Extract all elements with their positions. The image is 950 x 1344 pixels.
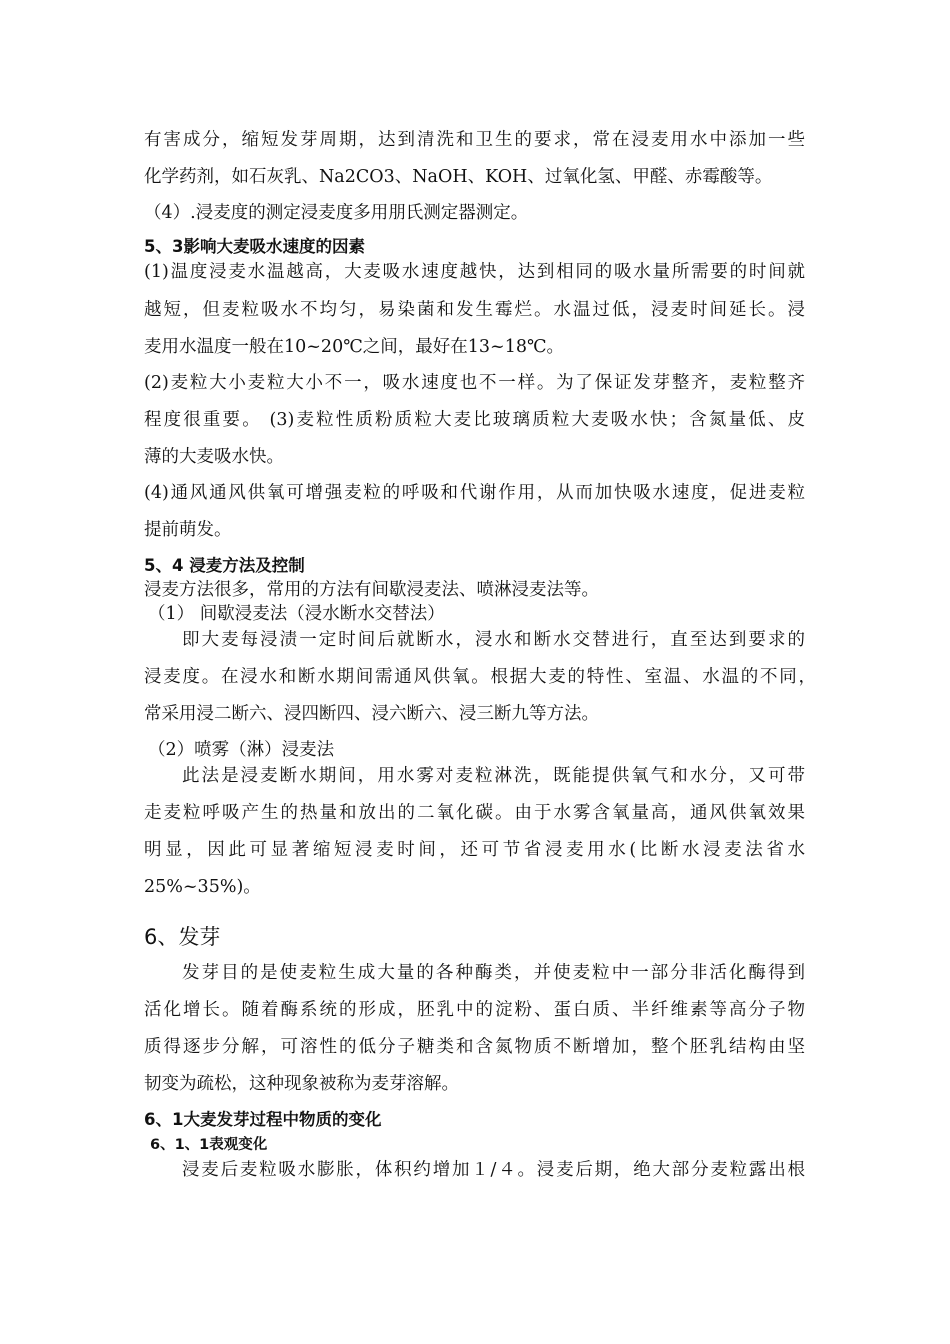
body-text-line: 浸麦方法很多，常用的方法有间歇浸麦法、喷淋浸麦法等。	[144, 580, 599, 600]
subheading-line: （1） 间歇浸麦法（浸水断水交替法）	[148, 604, 445, 624]
body-text-line: (2)麦粒大小麦粒大小不一，吸水速度也不一样。为了保证发芽整齐，麦粒整齐	[144, 373, 805, 393]
body-text-line: 明显，因此可显著缩短浸麦时间，还可节省浸麦用水(比断水浸麦法省水	[144, 840, 805, 860]
body-text-line: 麦用水温度一般在10~20℃之间，最好在13~18℃。	[144, 337, 565, 357]
section-heading-6-1: 6、1大麦发芽过程中物质的变化	[144, 1110, 382, 1129]
body-text-line: 常采用浸二断六、浸四断四、浸六断六、浸三断九等方法。	[144, 704, 599, 724]
body-text-line: 25%~35%)。	[144, 877, 261, 897]
body-text-line: 发芽目的是使麦粒生成大量的各种酶类，并使麦粒中一部分非活化酶得到	[182, 963, 805, 983]
section-heading-5-4: 5、4 浸麦方法及控制	[144, 556, 305, 575]
body-text-line: （4）.浸麦度的测定浸麦度多用朋氏测定器测定。	[144, 203, 529, 223]
body-text-line: 程度很重要。 (3)麦粒性质粉质粒大麦比玻璃质粒大麦吸水快；含氮量低、皮	[144, 410, 805, 430]
body-text-line: 薄的大麦吸水快。	[144, 447, 284, 467]
body-text-line: 即大麦每浸渍一定时间后就断水，浸水和断水交替进行，直至达到要求的	[182, 630, 805, 650]
body-text-line: (1)温度浸麦水温越高，大麦吸水速度越快，达到相同的吸水量所需要的时间就	[144, 262, 805, 282]
body-text-line: 浸麦后麦粒吸水膨胀，体积约增加１/４。浸麦后期，绝大部分麦粒露出根	[182, 1160, 805, 1180]
body-text-line: 质得逐步分解，可溶性的低分子糖类和含氮物质不断增加，整个胚乳结构由坚	[144, 1037, 805, 1057]
section-heading-6-1-1: 6、1、1表观变化	[150, 1137, 268, 1153]
body-text-line: 化学药剂，如石灰乳、Na2CO3、NaOH、KOH、过氧化氢、甲醛、赤霉酸等。	[144, 167, 773, 187]
body-text-line: 越短，但麦粒吸水不均匀，易染菌和发生霉烂。水温过低，浸麦时间延长。浸	[144, 300, 805, 320]
body-text-line: 韧变为疏松，这种现象被称为麦芽溶解。	[144, 1074, 459, 1094]
body-text-line: (4)通风通风供氧可增强麦粒的呼吸和代谢作用，从而加快吸水速度，促进麦粒	[144, 483, 805, 503]
body-text-line: 浸麦度。在浸水和断水期间需通风供氧。根据大麦的特性、室温、水温的不同，	[144, 667, 816, 687]
subheading-line: （2）喷雾（淋）浸麦法	[148, 740, 335, 760]
body-text-line: 走麦粒呼吸产生的热量和放出的二氧化碳。由于水雾含氧量高，通风供氧效果	[144, 803, 805, 823]
section-heading-5-3: 5、3影响大麦吸水速度的因素	[144, 237, 365, 256]
body-text-line: 活化增长。随着酶系统的形成，胚乳中的淀粉、蛋白质、半纤维素等高分子物	[144, 1000, 805, 1020]
body-text-line: 有害成分，缩短发芽周期，达到清洗和卫生的要求，常在浸麦用水中添加一些	[144, 130, 805, 150]
section-heading-6: 6、发芽	[144, 925, 221, 949]
body-text-line: 提前萌发。	[144, 520, 232, 540]
body-text-line: 此法是浸麦断水期间，用水雾对麦粒淋洗，既能提供氧气和水分，又可带	[182, 766, 805, 786]
